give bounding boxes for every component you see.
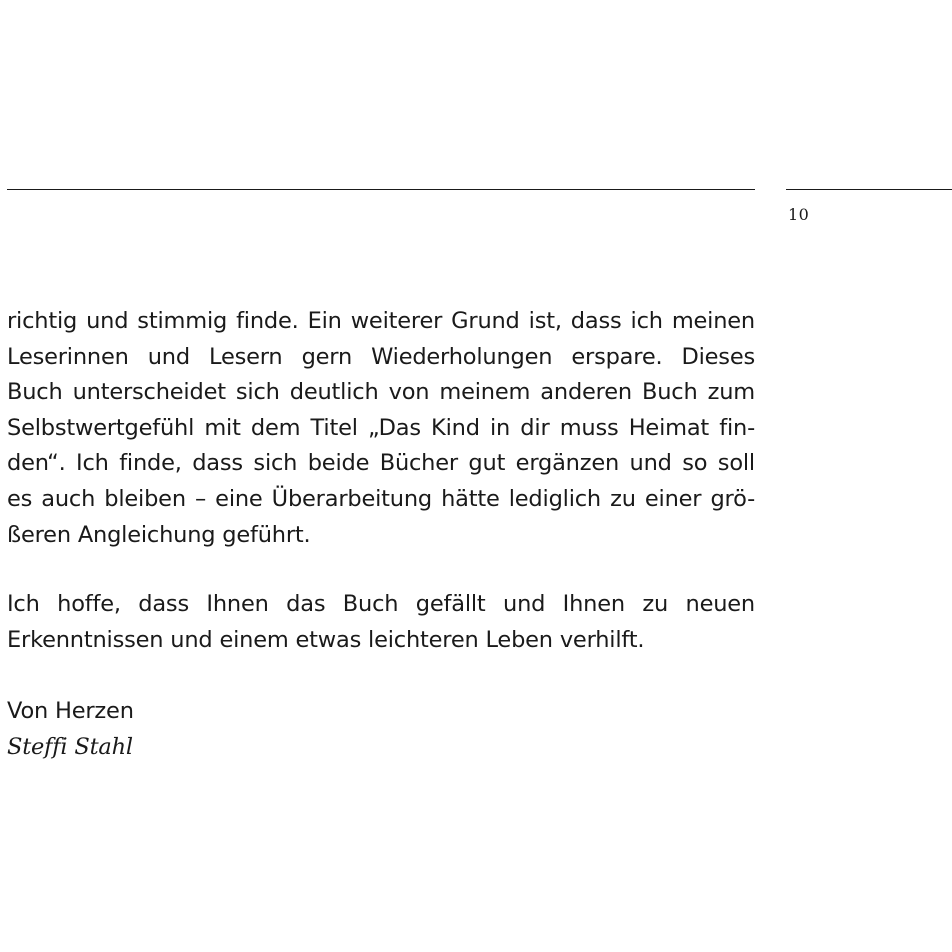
- paragraph-line: Leserinnen und Lesern gern Wiederholungen erspare. Dieses: [7, 343, 755, 370]
- paragraph-line: Erkenntnissen und einem etwas leichteren Leben verhilft.: [7, 626, 645, 653]
- paragraph-line: es auch bleiben – eine Überarbeitung hätte lediglich zu einer grö-: [7, 485, 755, 512]
- page-number: 10: [788, 205, 810, 224]
- paragraph-line: Selbstwertgefühl mit dem Titel „Das Kind in dir muss Heimat fin-: [7, 414, 755, 441]
- paragraph-line: Ich hoffe, dass Ihnen das Buch gefällt und Ihnen zu neuen: [7, 591, 755, 617]
- body-paragraph-1: [7, 304, 755, 553]
- paragraph-line: den“. Ich finde, dass sich beide Bücher gut ergänzen und so soll: [7, 450, 755, 477]
- header-rule: [7, 189, 755, 190]
- paragraph-line: richtig und stimmig finde. Ein weiterer Grund ist, dass ich meinen: [7, 308, 755, 334]
- paragraph-line: Buch unterscheidet sich deutlich von meinem anderen Buch zum: [7, 379, 755, 406]
- closing-block: [7, 694, 755, 765]
- closing-greeting: Von Herzen: [7, 698, 134, 724]
- body-paragraph-2: [7, 587, 755, 658]
- author-signature: Steffi Stahl: [7, 733, 133, 760]
- margin-rule: [786, 189, 952, 190]
- paragraph-line: ßeren Angleichung geführt.: [7, 521, 311, 548]
